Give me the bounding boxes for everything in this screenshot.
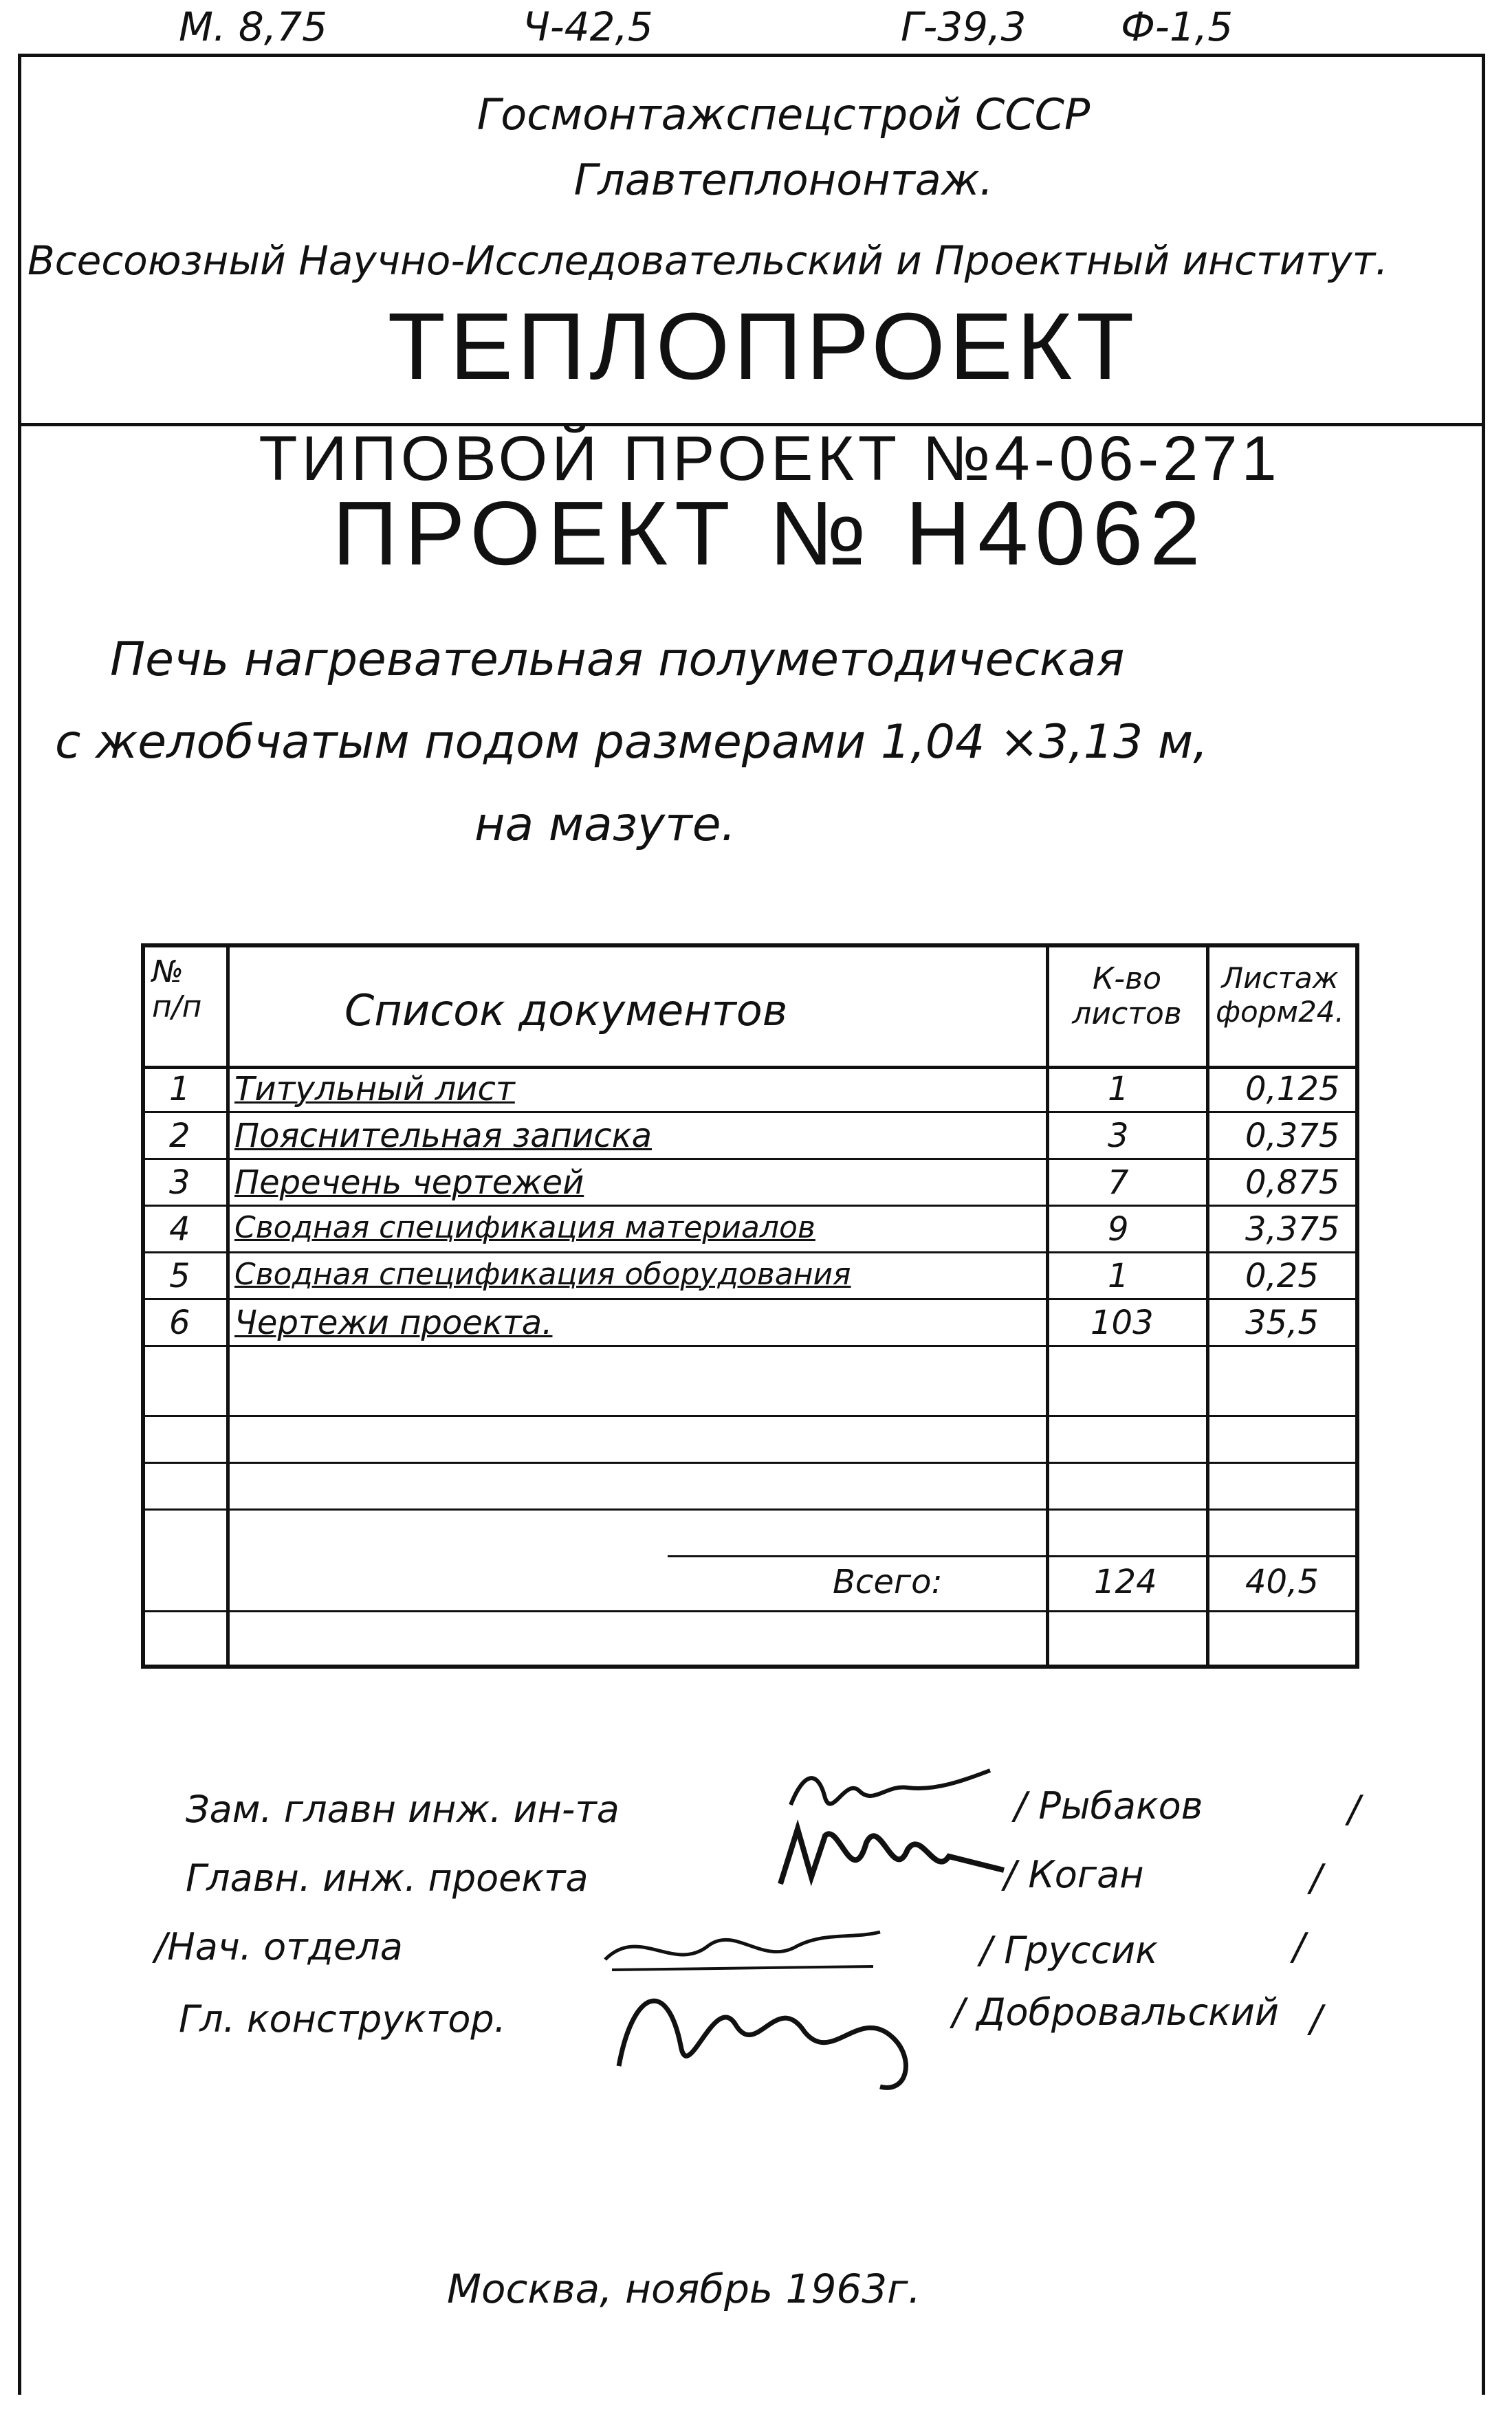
table-row-divider [145,1298,1355,1300]
header-sheet-count: К-во листов [1072,961,1182,1031]
row-title: Сводная спецификация материалов [234,1210,815,1245]
org-line-1: Госмонтажспецстрой СССР [476,89,1091,140]
row-sheets: 7 [1108,1163,1129,1202]
place-and-date: Москва, ноябрь 1963г. [447,2265,921,2312]
header-number: № п/п [152,954,202,1024]
signature-position: Главн. инж. проекта [186,1856,589,1900]
institute-name: ТЕПЛОПРОЕКТ [387,294,1139,399]
table-column-divider [226,947,230,1665]
table-row-divider [145,1345,1355,1347]
table-row-divider [145,1610,1355,1612]
row-number: 4 [169,1210,190,1249]
row-title: Титульный лист [234,1070,515,1108]
table-row-divider [145,1158,1355,1160]
top-mark: Г-39,3 [901,3,1027,50]
row-format: 3,375 [1245,1210,1340,1249]
project-number: ПРОЕКТ № Н4062 [332,483,1207,584]
table-row-divider [145,1111,1355,1113]
description-line-1: Печь нагревательная полуметодическая [110,633,1125,687]
signature-name: / Груссик [980,1929,1158,1972]
table-row-divider [145,1508,1355,1511]
header-document-list: Список документов [344,985,788,1035]
table-row-divider [145,1251,1355,1253]
top-marks [158,3,1327,52]
row-title: Перечень чертежей [234,1163,584,1202]
row-title: Пояснительная записка [234,1117,653,1155]
total-label: Всего: [833,1563,943,1601]
typical-project-number: ТИПОВОЙ ПРОЕКТ №4-06-271 [259,424,1281,494]
row-number: 2 [169,1117,190,1155]
row-format: 0,375 [1245,1117,1340,1155]
header-format-count: Листаж форм24. [1216,961,1344,1029]
row-number: 6 [169,1304,190,1342]
org-line-2: Главтеплононтаж. [573,155,994,205]
row-sheets: 3 [1108,1117,1129,1155]
top-mark: М. 8,75 [179,3,328,50]
top-mark: Ч-42,5 [523,3,653,50]
handwritten-signature-dobrovalsky [605,1963,935,2100]
signature-position: Гл. конструктор. [179,1997,506,2041]
table-row-divider [145,1462,1355,1464]
row-sheets: 1 [1108,1257,1129,1295]
row-number: 5 [169,1257,190,1295]
row-sheets: 1 [1108,1070,1129,1108]
row-sheets: 9 [1108,1210,1129,1249]
total-format: 40,5 [1245,1563,1319,1601]
row-number: 3 [169,1163,190,1202]
top-mark: Ф-1,5 [1121,3,1234,50]
row-title: Сводная спецификация оборудования [234,1257,851,1292]
row-format: 35,5 [1245,1304,1319,1342]
total-sheets: 124 [1094,1563,1157,1601]
row-title: Чертежи проекта. [234,1304,553,1342]
documents-table [141,943,1359,1669]
institute-line: Всесоюзный Научно-Исследовательский и Проектный институт. [28,237,1388,284]
signature-name: / Рыбаков [1014,1784,1203,1828]
signature-name: / Коган [1004,1853,1144,1896]
row-number: 1 [169,1070,190,1108]
handwritten-signature-kogan [770,1815,1018,1905]
row-format: 0,875 [1245,1163,1340,1202]
signature-end-mark: / [1310,1997,1323,2041]
table-row-divider [145,1415,1355,1417]
table-header-divider [145,1066,1355,1069]
table-row-divider [668,1555,1355,1557]
signature-end-mark: / [1310,1856,1323,1900]
row-format: 0,125 [1245,1070,1340,1108]
signature-end-mark: / [1348,1788,1361,1831]
signature-position: /Нач. отдела [155,1925,403,1968]
description-line-2: с желобчатым подом размерами 1,04 ×3,13 м, [55,715,1208,769]
description-line-3: на мазуте. [474,798,736,852]
signature-name: / Добровальский [952,1990,1279,2034]
row-format: 0,25 [1245,1257,1319,1295]
signature-position: Зам. главн инж. ин-та [186,1788,620,1831]
table-row-divider [145,1205,1355,1207]
row-sheets: 103 [1091,1304,1154,1342]
signature-end-mark: / [1293,1925,1306,1968]
